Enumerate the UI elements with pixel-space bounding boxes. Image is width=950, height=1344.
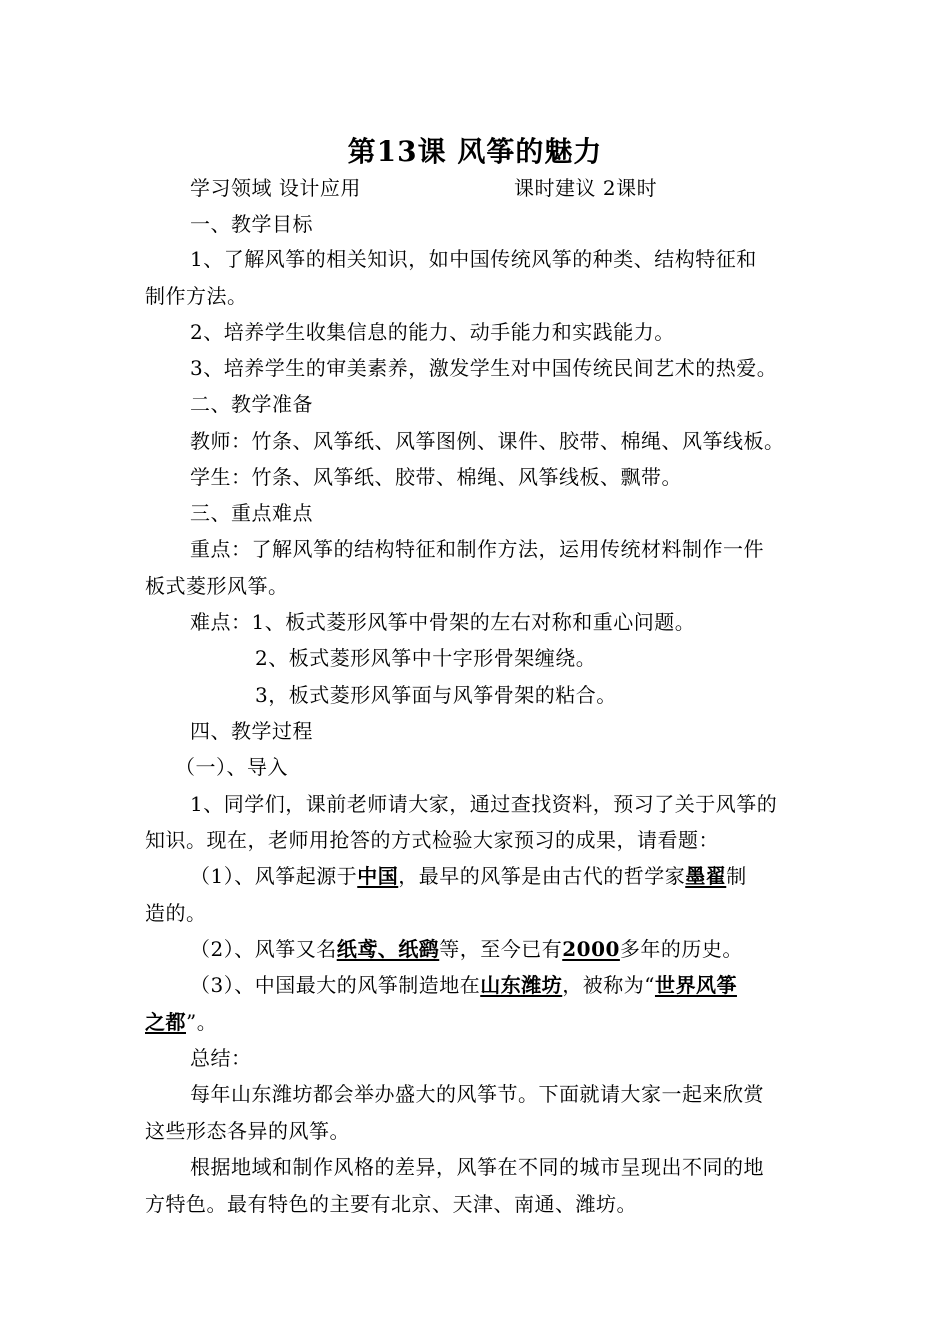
question-2-suffix: 多年的历史。 — [619, 937, 743, 961]
regional-para-line-2: 方特色。最有特色的主要有北京、天津、南通、潍坊。 — [145, 1192, 637, 1216]
regional-para-line-1: 根据地域和制作风格的差异，风筝在不同的城市呈现出不同的地 — [190, 1155, 764, 1179]
objective-1-line-2: 制作方法。 — [145, 284, 248, 308]
section-heading-preparation: 二、教学准备 — [190, 392, 313, 416]
answer-kite-capital: 世界风筝 — [654, 973, 737, 997]
question-3-prefix: （3）、中国最大的风筝制造地在 — [190, 973, 481, 997]
question-3 — [190, 971, 737, 999]
answer-weifang: 山东潍坊 — [480, 973, 563, 997]
question-3-mid: ，被称为“ — [562, 973, 655, 997]
question-3-suffix: ”。 — [186, 1010, 218, 1034]
key-point-line-1: 重点：了解风筝的结构特征和制作方法，运用传统材料制作一件 — [190, 537, 764, 561]
intro-para-line-1: 1、同学们，课前老师请大家，通过查找资料，预习了关于风筝的 — [190, 792, 778, 816]
meta-hours: 课时建议 2课时 — [514, 176, 658, 200]
answer-china: 中国 — [357, 864, 399, 888]
key-point-line-2: 板式菱形风筝。 — [145, 574, 289, 598]
summary-line-2: 这些形态各异的风筝。 — [145, 1119, 350, 1143]
question-3-continued — [145, 1008, 217, 1036]
question-1-mid: ，最早的风筝是由古代的哲学家 — [398, 864, 686, 888]
question-2-prefix: （2）、风筝又名 — [190, 937, 337, 961]
objective-3: 3、培养学生的审美素养，激发学生对中国传统民间艺术的热爱。 — [190, 356, 778, 380]
difficulty-1: 难点：1、板式菱形风筝中骨架的左右对称和重心问题。 — [190, 610, 696, 634]
question-2 — [190, 935, 743, 963]
prep-student: 学生：竹条、风筝纸、胶带、棉绳、风筝线板、飘带。 — [190, 465, 682, 489]
difficulty-2: 2、板式菱形风筝中十字形骨架缠绕。 — [255, 646, 597, 670]
subsection-intro: （一）、导入 — [175, 755, 288, 779]
objective-1-line-1: 1、了解风筝的相关知识，如中国传统风筝的种类、结构特征和 — [190, 247, 757, 271]
prep-teacher: 教师：竹条、风筝纸、风筝图例、课件、胶带、棉绳、风筝线板。 — [190, 429, 785, 453]
summary-line-1: 每年山东潍坊都会举办盛大的风筝节。下面就请大家一起来欣赏 — [190, 1082, 764, 1106]
section-heading-process: 四、教学过程 — [190, 719, 313, 743]
answer-kite-names: 纸鸢、纸鹞 — [336, 937, 440, 961]
question-1-continued: 造的。 — [145, 901, 207, 925]
question-1-prefix: （1）、风筝起源于 — [190, 864, 358, 888]
question-2-mid: 等，至今已有 — [439, 937, 563, 961]
answer-years: 2000 — [562, 937, 620, 961]
summary-label: 总结： — [190, 1046, 252, 1070]
answer-mozi: 墨翟 — [685, 864, 727, 888]
section-heading-focus: 三、重点难点 — [190, 501, 313, 525]
difficulty-3: 3，板式菱形风筝面与风筝骨架的粘合。 — [255, 683, 617, 707]
question-1 — [190, 862, 747, 890]
meta-field: 学习领域 设计应用 — [190, 176, 361, 200]
question-1-suffix: 制 — [726, 864, 747, 888]
objective-2: 2、培养学生收集信息的能力、动手能力和实践能力。 — [190, 320, 675, 344]
page-title: 第13课 风筝的魅力 — [347, 135, 603, 168]
answer-kite-capital-end: 之都 — [145, 1010, 186, 1034]
section-heading-objectives: 一、教学目标 — [190, 212, 313, 236]
intro-para-line-2: 知识。现在，老师用抢答的方式检验大家预习的成果，请看题： — [145, 828, 719, 852]
